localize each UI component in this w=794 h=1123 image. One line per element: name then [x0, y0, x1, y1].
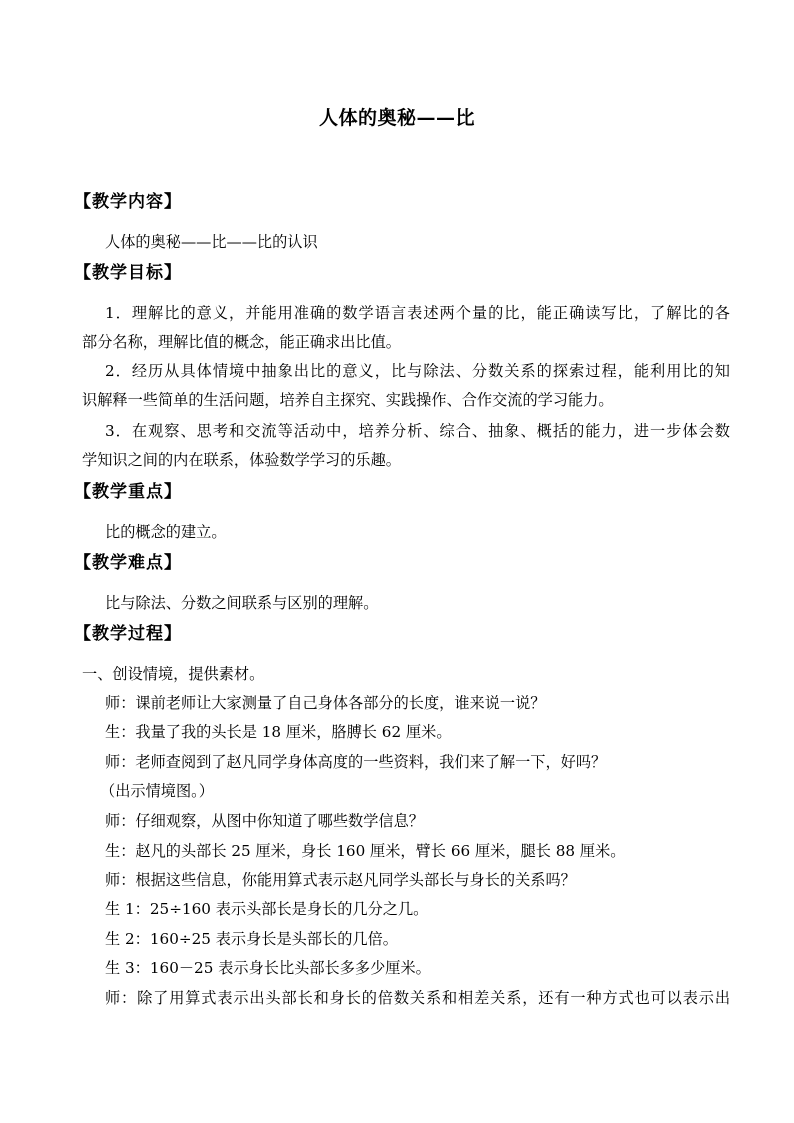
- dialogue-line: 师：除了用算式表示出头部长和身长的倍数关系和相差关系，还有一种方式也可以表示出: [105, 989, 730, 1007]
- dialogue-line: 师：仔细观察，从图中你知道了哪些数学信息？: [105, 812, 424, 830]
- goal-line: 1．理解比的意义，并能用准确的数学语言表述两个量的比，能正确读写比，了解比的各: [105, 304, 730, 322]
- difficulties-text: 比与除法、分数之间联系与区别的理解。: [105, 594, 379, 612]
- section-heading-difficulties: 【教学难点】: [74, 553, 182, 573]
- dialogue-line: 生：赵凡的头部长 25 厘米，身长 160 厘米，臂长 66 厘米，腿长 88 厘米。: [105, 842, 626, 860]
- dialogue-line: 生：我量了我的头长是 18 厘米，胳膊长 62 厘米。: [105, 723, 452, 741]
- goal-line: 学知识之间的内在联系，体验数学学习的乐趣。: [82, 451, 401, 469]
- goal-line: 部分名称，理解比值的概念，能正确求出比值。: [82, 333, 401, 351]
- section-heading-process: 【教学过程】: [74, 624, 182, 644]
- content-text: 人体的奥秘——比——比的认识: [105, 233, 318, 251]
- document-title: 人体的奥秘——比: [318, 107, 475, 129]
- goal-line: 2．经历从具体情境中抽象出比的意义，比与除法、分数关系的探索过程，能利用比的知: [105, 362, 730, 380]
- dialogue-line: 师：课前老师让大家测量了自己身体各部分的长度，谁来说一说？: [105, 694, 546, 712]
- process-step-title: 一、创设情境，提供素材。: [82, 665, 265, 683]
- dialogue-line: 生 3：160－25 表示身长比头部长多多少厘米。: [105, 959, 431, 977]
- dialogue-line: 生 2：160÷25 表示身长是头部长的几倍。: [105, 930, 398, 948]
- section-heading-key-points: 【教学重点】: [74, 482, 182, 502]
- dialogue-line: 生 1：25÷160 表示头部长是身长的几分之几。: [105, 900, 429, 918]
- dialogue-line: 师：根据这些信息，你能用算式表示赵凡同学头部长与身长的关系吗？: [105, 871, 576, 889]
- section-heading-content: 【教学内容】: [74, 192, 182, 212]
- goal-line: 识解释一些简单的生活问题，培养自主探究、实践操作、合作交流的学习能力。: [82, 391, 614, 409]
- goal-line: 3．在观察、思考和交流等活动中，培养分析、综合、抽象、概括的能力，进一步体会数: [105, 422, 730, 440]
- section-heading-goals: 【教学目标】: [74, 263, 182, 283]
- dialogue-line: 师：老师查阅到了赵凡同学身体高度的一些资料，我们来了解一下，好吗？: [105, 753, 607, 771]
- key-points-text: 比的概念的建立。: [105, 523, 227, 541]
- dialogue-line: （出示情境图。）: [100, 782, 214, 800]
